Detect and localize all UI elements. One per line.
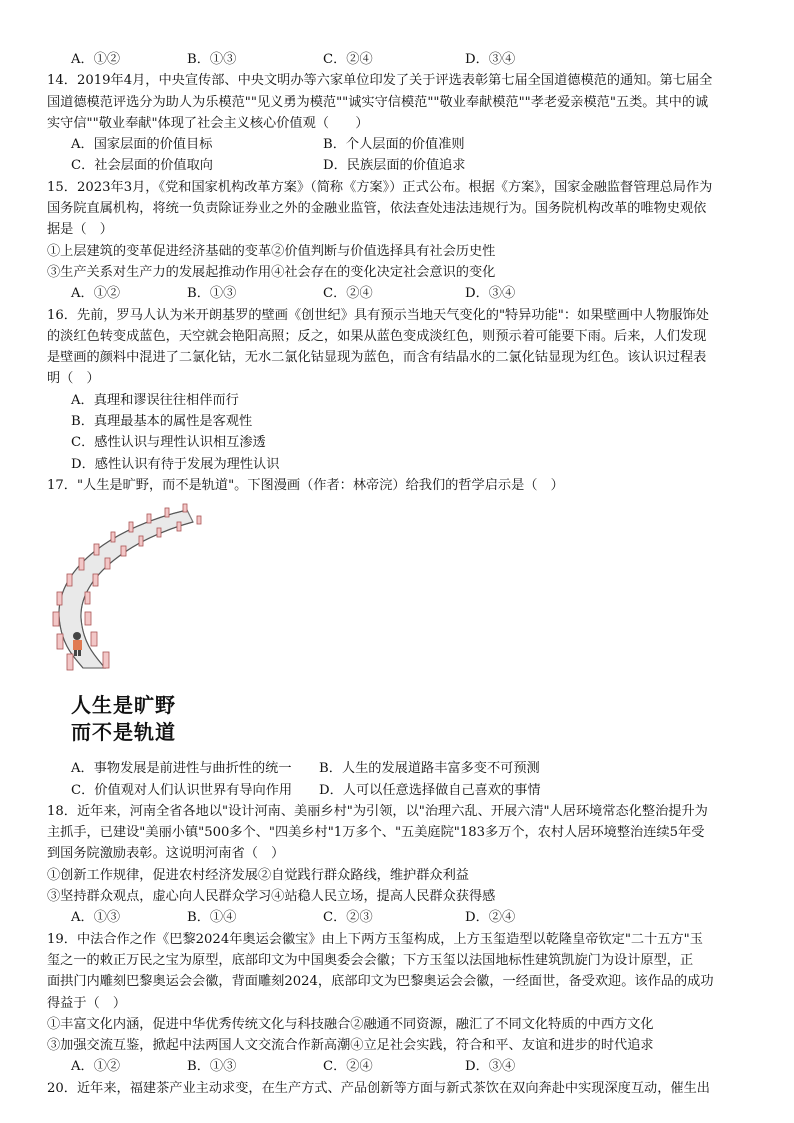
q15-options (47, 283, 752, 304)
q15-option-b[interactable]: B．①③ (187, 286, 237, 302)
q20-stem-line: 20．近年来，福建茶产业主动求变，在生产方式、产品创新等方面与新式茶饮在双向奔赴中实现深度互动，催生出 (47, 1080, 710, 1096)
exam-page (47, 49, 752, 1099)
q16-stem-line: 16．先前，罗马人认为米开朗基罗的壁画《创世纪》具有预示当地天气变化的"特异功能"：如果壁画中人物服饰处 (47, 307, 709, 323)
q19-option-a[interactable]: A．①② (71, 1059, 121, 1075)
q17-option-d[interactable]: D．人可以任意选择做自己喜欢的事情 (319, 782, 541, 798)
q14-stem-line: 国道德模范评选分为助人为乐模范""见义勇为模范""诚实守信模范""敬业奉献模范""孝老爱亲模范"五类。其中的诚 (47, 94, 709, 110)
question-14 (47, 70, 752, 176)
q13-options (47, 49, 752, 70)
caption-line: 人生是旷野 (71, 693, 176, 718)
q17-options-row (47, 780, 752, 801)
q15-stem-line: 15．2023年3月，《党和国家机构改革方案》（简称《方案》）正式公布。根据《方案》，国家金融监督管理总局作为 (47, 179, 713, 195)
q14-stem-line: 实守信""敬业奉献"体现了社会主义核心价值观（ ） (47, 115, 369, 131)
question-17 (47, 475, 752, 801)
q13-option-c[interactable]: C．②④ (323, 52, 373, 67)
q16-stem-line: 是壁画的颜料中混进了二氯化钴，无水二氯化钴显现为蓝色，而含有结晶水的二氯化钴显现为红色。该认识过程表 (47, 350, 707, 366)
question-20 (47, 1078, 752, 1099)
q19-option-c[interactable]: C．②④ (323, 1059, 373, 1075)
q15-option-a[interactable]: A．①② (71, 286, 121, 302)
q13-option-a[interactable]: A．①② (71, 52, 121, 67)
q19-stem-line: 面拱门内雕刻巴黎奥运会会徽，背面雕刻2024，底部印文为巴黎奥运会会徽，一经面世，备受欢迎。该作品的成功 (47, 974, 714, 990)
q16-option-a[interactable]: A．真理和谬误往往相伴而行 (71, 392, 239, 408)
q19-option-b[interactable]: B．①③ (187, 1059, 237, 1075)
q18-statement: ③坚持群众观点，虚心向人民群众学习④站稳人民立场，提高人民群众获得感 (47, 889, 496, 905)
winding-road-illustration (47, 496, 307, 686)
q18-options (47, 907, 752, 928)
q19-stem-line: 19．中法合作之作《巴黎2024年奥运会徽宝》由上下两方玉玺构成，上方玉玺造型以乾隆皇帝钦定"二十五方"玉 (47, 931, 703, 947)
q18-option-a[interactable]: A．①③ (71, 910, 121, 926)
q14-options-row (47, 134, 752, 155)
q15-option-d[interactable]: D．③④ (465, 286, 516, 302)
q15-option-c[interactable]: C．②④ (323, 286, 373, 302)
q17-option-b[interactable]: B．人生的发展道路丰富多变不可预测 (319, 761, 540, 777)
q14-stem-line: 14．2019年4月，中央宣传部、中央文明办等六家单位印发了关于评选表彰第七届全国道德模范的通知。第七届全 (47, 73, 713, 89)
q15-stem-line: 国务院直属机构，将统一负责除证券业之外的金融业监管，依法查处违法违规行为。国务院机构改革的唯物史观依 (47, 201, 707, 217)
q19-options (47, 1056, 752, 1077)
question-16 (47, 305, 752, 475)
q15-statement: ③生产关系对生产力的发展起推动作用④社会存在的变化决定社会意识的变化 (47, 264, 496, 280)
q19-option-d[interactable]: D．③④ (465, 1059, 516, 1075)
q18-stem-line: 主抓手，已建设"美丽小镇"500多个、"四美乡村"1万多个、"五美庭院"183多万个，农村人居环境整治连续5年受 (47, 825, 705, 841)
q17-stem-line: 17．"人生是旷野，而不是轨道"。下图漫画（作者：林帝浣）给我们的哲学启示是（ ） (47, 477, 564, 493)
question-15 (47, 177, 752, 305)
q14-option-d[interactable]: D．民族层面的价值追求 (323, 158, 466, 174)
q18-option-b[interactable]: B．①④ (187, 910, 237, 926)
q18-statement: ①创新工作规律，促进农村经济发展②自觉践行群众路线，维护群众利益 (47, 867, 469, 883)
q17-option-c[interactable]: C．价值观对人们认识世界有导向作用 (71, 782, 293, 798)
question-19 (47, 929, 752, 1078)
q17-option-a[interactable]: A．事物发展是前进性与曲折性的统一 (71, 761, 292, 777)
q16-option-c[interactable]: C．感性认识与理性认识相互渗透 (71, 435, 266, 451)
q18-stem-line: 18．近年来，河南全省各地以"设计河南、美丽乡村"为引领，以"治理六乱、开展六清"人居环境常态化整治提升为 (47, 803, 708, 819)
q13-option-b[interactable]: B．①③ (187, 52, 237, 67)
q16-stem-line: 的淡红色转变成蓝色，天空就会艳阳高照；反之，如果从蓝色变成淡红色，则预示着可能要下雨。后来，人们发现 (47, 328, 707, 344)
caption-line: 而不是轨道 (71, 720, 176, 745)
q18-stem-line: 到国务院激励表彰。这说明河南省（ ） (47, 846, 285, 862)
q19-stem-line: 得益于（ ） (47, 995, 127, 1011)
q13-option-d[interactable]: D．③④ (465, 52, 516, 67)
q18-option-d[interactable]: D．②④ (465, 910, 516, 926)
q16-option-d[interactable]: D．感性认识有待于发展为理性认识 (71, 456, 280, 472)
q16-option-b[interactable]: B．真理最基本的属性是客观性 (71, 414, 253, 430)
q18-option-c[interactable]: C．②③ (323, 910, 373, 926)
q14-option-b[interactable]: B．个人层面的价值准则 (323, 137, 465, 153)
q14-option-a[interactable]: A．国家层面的价值目标 (71, 137, 213, 153)
q16-stem-line: 明（ ） (47, 371, 100, 387)
question-18 (47, 801, 752, 929)
q19-statement: ①丰富文化内涵，促进中华优秀传统文化与科技融合②融通不同资源，融汇了不同文化特质的中西方文化 (47, 1016, 654, 1032)
q14-option-c[interactable]: C．社会层面的价值取向 (71, 158, 213, 174)
q14-options-row (47, 155, 752, 176)
q19-stem-line: 玺之一的敕正万民之宝为原型，底部印文为中国奥委会会徽；下方玉玺以法国地标性建筑凯旋门为设计原型，正 (47, 952, 694, 968)
cartoon-figure (47, 496, 752, 758)
q15-statement: ①上层建筑的变革促进经济基础的变革②价值判断与价值选择具有社会历史性 (47, 243, 496, 259)
q19-statement: ③加强交流互鉴，掀起中法两国人文交流合作新高潮④立足社会实践，符合和平、友谊和进步的时代追求 (47, 1038, 654, 1054)
cartoon-caption (71, 692, 176, 746)
q17-options-row (47, 758, 752, 779)
q15-stem-line: 据是（ ） (47, 222, 113, 238)
